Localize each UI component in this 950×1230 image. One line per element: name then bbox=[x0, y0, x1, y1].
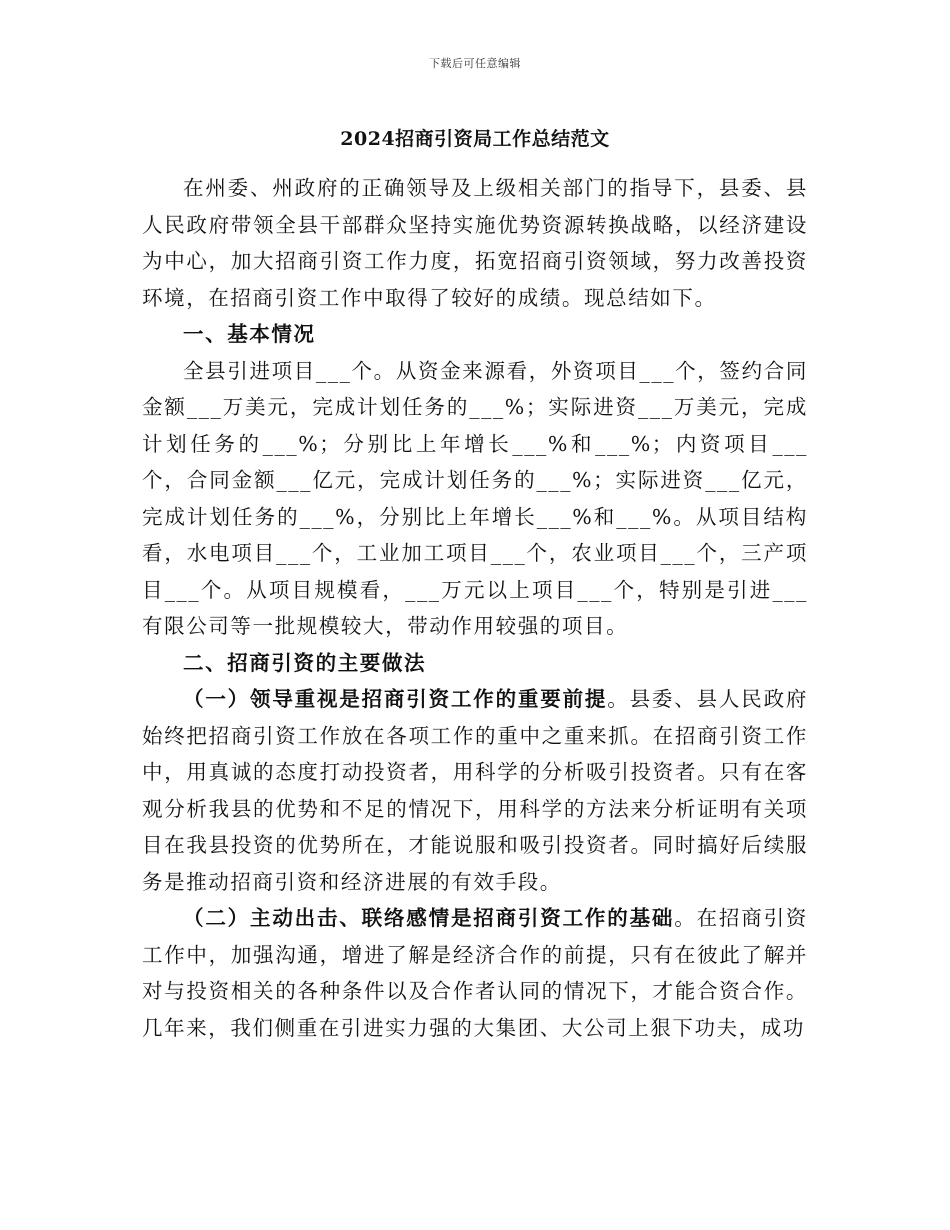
practice-item-1 bbox=[142, 681, 808, 900]
practice-item-1-lead: （一）领导重视是招商引资工作的重要前提 bbox=[183, 687, 608, 711]
practice-item-2-lead: （二）主动出击、联络感情是招商引资工作的基础 bbox=[183, 906, 675, 930]
practice-item-1-body: 。县委、县人民政府始终把招商引资工作放在各项工作的重中之重来抓。在招商引资工作中，用真诚的态度打动投资者，用科学的分析吸引投资者。只有在客观分析我县的优势和不足的情况下，用科学的方法来分析证明有关项目在我县投资的优势所在，才能说服和吸引投资者。同时搞好后续服务是推动招商引资和经济进展的有效手段。 bbox=[142, 687, 808, 894]
practice-item-2-body: 。在招商引资工作中，加强沟通，增进了解是经济合作的前提，只有在彼此了解并对与投资相关的各种条件以及合作者认同的情况下，才能合资合作。几年来，我们侧重在引进实力强的大集团、大公司上狠下功夫，成功 bbox=[142, 906, 808, 1040]
intro-paragraph: 在州委、州政府的正确领导及上级相关部门的指导下，县委、县人民政府带领全县干部群众坚持实施优势资源转换战略，以经济建设为中心，加大招商引资工作力度，拓宽招商引资领域，努力改善投资环境，在招商引资工作中取得了较好的成绩。现总结如下。 bbox=[142, 176, 808, 310]
practice-item-2 bbox=[142, 900, 808, 1046]
section-heading-main-practices: 二、招商引资的主要做法 bbox=[183, 650, 427, 675]
document-body bbox=[142, 170, 808, 1046]
document-title: 2024招商引资局工作总结范文 bbox=[340, 128, 610, 150]
section-heading-basic-situation: 一、基本情况 bbox=[183, 322, 316, 346]
header-note: 下载后可任意编辑 bbox=[429, 57, 521, 70]
basic-situation-paragraph: 全县引进项目___个。从资金来源看，外资项目___个，签约合同金额___万美元，完成计划任务的___%；实际进资___万美元，完成计划任务的___%；分别比上年增长___%和___%；内资项目___个，合同金额___亿元，完成计划任务的___%；实际进资___亿元，完成计划任务的___%，分别比上年增长___%和___%。从项目结构看，水电项目___个，工业加工项目___个，农业项目___个，三产项目___个。从项目规模看，___万元以上项目___个，特别是引进___有限公司等一批规模较大，带动作用较强的项目。 bbox=[142, 358, 808, 638]
